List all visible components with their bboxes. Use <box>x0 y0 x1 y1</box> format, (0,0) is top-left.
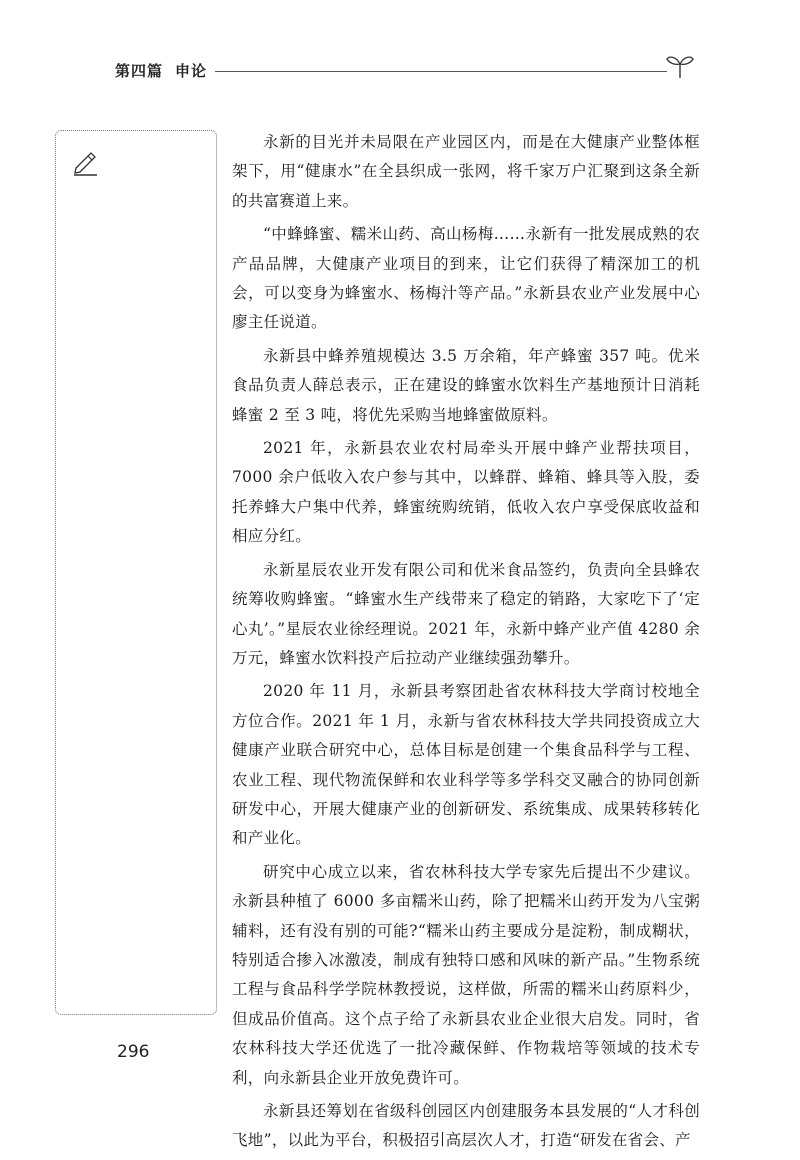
page-number: 296 <box>117 1042 150 1062</box>
paragraph: 研究中心成立以来，省农林科技大学专家先后提出不少建议。永新县种植了 6000 多亩糯米山药，除了把糯米山药开发为八宝粥辅料，还有没有别的可能?“糯米山药主要成分是淀粉，制成糊状，特别适合掺入冰激凌，制成有独特口感和风味的新产品。”生物系统工程与食品科学学院林教授说，这样做，所需的糯米山药原料少，但成品价值高。这个点子给了永新县农业企业很大启发。同时，省农林科技大学还优选了一批冷藏保鲜、作物栽培等领域的技术专利，向永新县企业开放免费许可。 <box>232 862 700 1087</box>
paragraph: “中蜂蜂蜜、糯米山药、高山杨梅……永新有一批发展成熟的农产品品牌，大健康产业项目的到来，让它们获得了精深加工的机会，可以变身为蜂蜜水、杨梅汁等产品。”永新县农业产业发展中心廖主任说道。 <box>232 225 700 332</box>
paragraph: 永新的目光并未局限在产业园区内，而是在大健康产业整体框架下，用“健康水”在全县织成一张网，将千家万户汇聚到这条全新的共富赛道上来。 <box>232 133 700 210</box>
notes-margin-box <box>55 130 217 1015</box>
pencil-icon <box>70 147 100 177</box>
header-rule <box>215 71 667 72</box>
paragraph: 2020 年 11 月，永新县考察团赴省农林科技大学商讨校地全方位合作。2021 年 1 月，永新与省农林科技大学共同投资成立大健康产业联合研究中心，总体目标是创建一个集食品科学与工程、农业工程、现代物流保鲜和农业科学等多学科交叉融合的协同创新研发中心，开展大健康产业的创新研发、系统集成、成果转移转化和产业化。 <box>232 682 700 848</box>
header-title <box>115 60 207 81</box>
paragraph: 永新县还筹划在省级科创园区内创建服务本县发展的“人才科创飞地”，以此为平台，积极招引高层次人才，打造“研发在省会、产 <box>232 1102 700 1150</box>
header-section: 申论 <box>175 62 208 80</box>
header-part: 第四篇 <box>115 62 164 80</box>
paragraph: 永新县中蜂养殖规模达 3.5 万余箱，年产蜂蜜 357 吨。优米食品负责人薛总表示，正在建设的蜂蜜水饮料生产基地预计日消耗蜂蜜 2 至 3 吨，将优先采购当地蜂蜜做原料。 <box>232 346 700 424</box>
page-header <box>115 58 695 84</box>
paragraph: 永新星辰农业开发有限公司和优米食品签约，负责向全县蜂农统筹收购蜂蜜。“蜂蜜水生产线带来了稳定的销路，大家吃下了‘定心丸’。”星辰农业徐经理说。2021 年，永新中蜂产业产值 4280 余万元，蜂蜜水饮料投产后拉动产业继续强劲攀升。 <box>232 560 700 667</box>
sprout-icon <box>665 50 695 80</box>
article-body <box>232 128 700 1160</box>
paragraph: 2021 年，永新县农业农村局牵头开展中蜂产业帮扶项目，7000 余户低收入农户参与其中，以蜂群、蜂箱、蜂具等入股，委托养蜂大户集中代养，蜂蜜统购统销，低收入农户享受保底收益和相应分红。 <box>232 439 700 546</box>
